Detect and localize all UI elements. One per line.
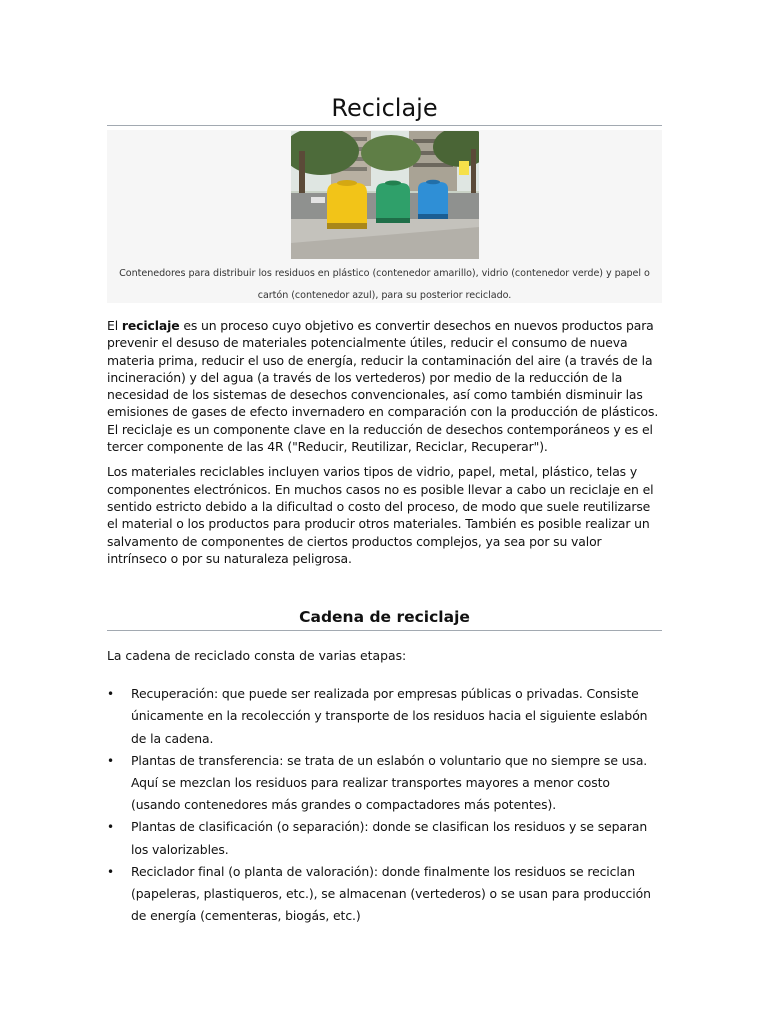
bullet-icon: • xyxy=(107,753,114,768)
list-item xyxy=(107,683,662,750)
section-divider xyxy=(107,630,662,631)
intro-rest: es un proceso cuyo objetivo es convertir desechos en nuevos productos para prevenir el desuso de materiales potencialmente útiles, reducir el consumo de nueva materia prima, reducir el uso de energía, reducir la contaminación del aire (a través de la incineración) y del agua (a través de los vertederos) por medio de la reducción de la necesidad de los sistemas de desechos convencionales, así como también disminuir las emisiones de gases de efecto invernadero en comparación con la producción de plásticos. El reciclaje es un componente clave en la reducción de desechos contemporáneos y es el tercer componente de las 4R ("Reducir, Reutilizar, Reciclar, Recuperar"). xyxy=(107,318,659,455)
recycling-containers-photo xyxy=(291,131,479,259)
list-item xyxy=(107,816,662,860)
intro-paragraph xyxy=(107,317,662,455)
bullet-icon: • xyxy=(107,687,114,702)
title-divider xyxy=(107,125,662,126)
page-title: Reciclaje xyxy=(331,94,438,122)
bullet-icon: • xyxy=(107,820,114,835)
list-item xyxy=(107,861,662,928)
list-item-text: Plantas de clasificación (o separación): donde se clasifican los residuos y se separan los valorizables. xyxy=(131,819,648,857)
list-item-text: Plantas de transferencia: se trata de un eslabón o voluntario que no siempre se usa. Aquí se mezclan los residuos para realizar transportes mayores a menor costo (usando contenedores más grandes o compactadores más potentes). xyxy=(131,752,648,813)
intro-bold-term: reciclaje xyxy=(121,318,180,333)
materials-paragraph: Los materiales reciclables incluyen varios tipos de vidrio, papel, metal, plástico, telas y componentes electrónicos. En muchos casos no es posible llevar a cabo un reciclaje en el sentido estricto debido a la dificultad o costo del proceso, de modo que suele reutilizarse el material o los productos para producir otros materiales. También es posible realizar un salvamento de componentes de ciertos productos complejos, ya sea por su valor intrínseco o por su naturaleza peligrosa. xyxy=(107,464,654,566)
section-intro: La cadena de reciclado consta de varias etapas: xyxy=(107,648,407,664)
intro-lead: El xyxy=(107,318,122,333)
section-heading: Cadena de reciclaje xyxy=(299,608,470,627)
list-item xyxy=(107,750,662,817)
list-item-text: Reciclador final (o planta de valoración): donde finalmente los residuos se reciclan (papeleras, plastiqueros, etc.), se almacenan (vertederos) o se usan para producción de energía (cementeras, biogás, etc.) xyxy=(131,863,651,924)
steps-list xyxy=(107,683,662,927)
article xyxy=(107,88,662,927)
bullet-icon: • xyxy=(107,864,114,879)
figure xyxy=(107,130,662,303)
figure-caption: Contenedores para distribuir los residuos en plástico (contenedor amarillo), vidrio (contenedor verde) y papel o cartón (contenedor azul), para su posterior reciclado. xyxy=(119,268,650,301)
list-item-text: Recuperación: que puede ser realizada por empresas públicas o privadas. Consiste únicamente en la recolección y transporte de los residuos hacia el siguiente eslabón de la cadena. xyxy=(131,686,648,746)
